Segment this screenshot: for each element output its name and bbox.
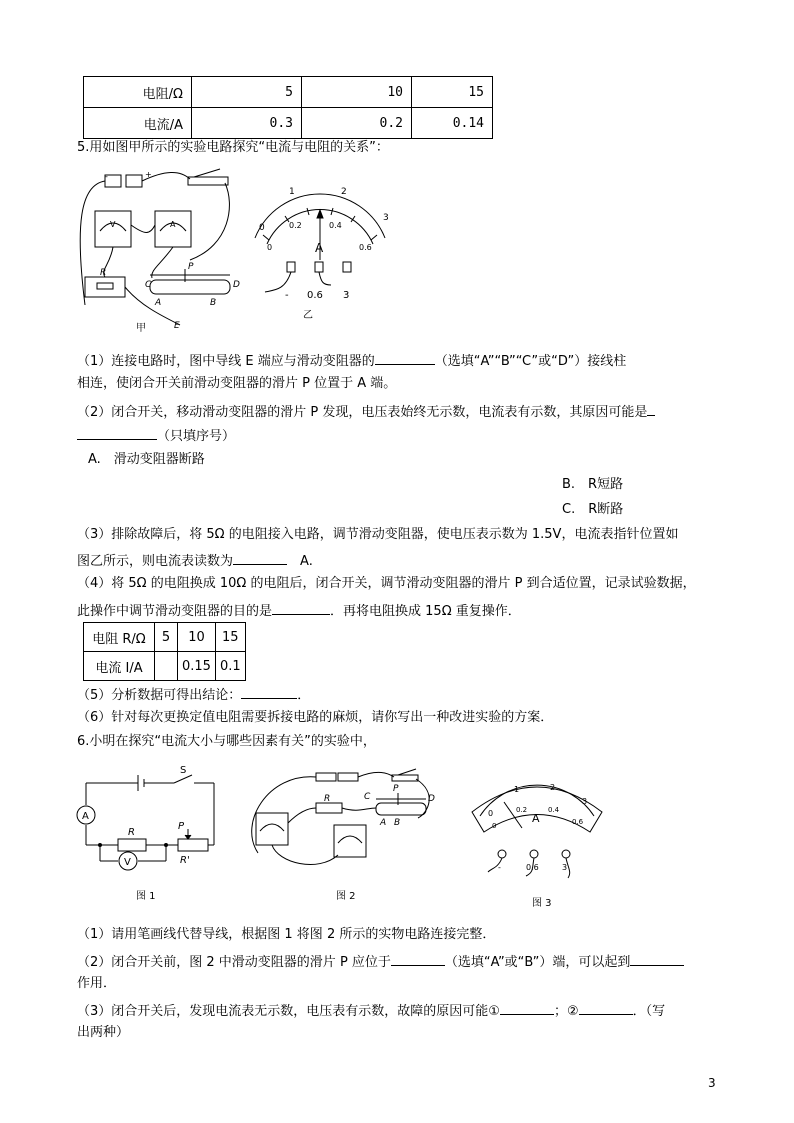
svg-text:3: 3 bbox=[343, 290, 350, 301]
table-cell: 电流/A bbox=[84, 108, 192, 139]
figure-caption-fig2: 图 2 bbox=[336, 891, 356, 902]
svg-text:S: S bbox=[180, 765, 187, 776]
circuit-diagram-fig1 bbox=[70, 763, 230, 908]
table-cell: 电流 I/A bbox=[84, 652, 155, 681]
svg-text:P: P bbox=[393, 784, 399, 794]
svg-text:0: 0 bbox=[488, 809, 494, 818]
answer-blank[interactable] bbox=[77, 425, 157, 440]
table-cell: 15 bbox=[412, 77, 493, 108]
svg-text:A: A bbox=[380, 818, 387, 828]
svg-text:2: 2 bbox=[341, 187, 347, 197]
svg-text:R: R bbox=[324, 794, 331, 804]
svg-text:B: B bbox=[394, 818, 401, 828]
q5-part5: （5）分析数据可得出结论： ． bbox=[77, 684, 310, 705]
q6-part2-cont: 作用． bbox=[77, 976, 117, 991]
page-number: 3 bbox=[708, 1076, 716, 1090]
svg-text:A: A bbox=[532, 812, 540, 825]
svg-text:B: B bbox=[210, 298, 217, 308]
table-cell bbox=[155, 652, 178, 681]
q6-part3-cont: 出两种） bbox=[77, 1025, 130, 1040]
table-cell: 电阻 R/Ω bbox=[84, 623, 155, 652]
svg-text:0.4: 0.4 bbox=[329, 221, 342, 230]
svg-text:C: C bbox=[145, 280, 152, 290]
answer-blank[interactable] bbox=[375, 350, 435, 365]
svg-text:R': R' bbox=[180, 855, 190, 866]
table-cell: 15 bbox=[215, 623, 245, 652]
svg-text:0.4: 0.4 bbox=[548, 806, 560, 814]
q5-part3-cont: 图乙所示，则电流表读数为 A. bbox=[77, 550, 313, 571]
svg-text:V: V bbox=[110, 220, 116, 229]
answer-blank[interactable] bbox=[630, 951, 684, 966]
table-row bbox=[84, 623, 246, 652]
question-6-title: 6.小明在探究“电流大小与哪些因素有关”的实验中， bbox=[77, 734, 376, 749]
figure-caption-yi: 乙 bbox=[303, 310, 313, 320]
svg-text:A: A bbox=[315, 241, 324, 255]
answer-blank[interactable] bbox=[272, 600, 330, 615]
ammeter-dial-yi bbox=[245, 180, 395, 320]
q5-part3: （3）排除故障后，将 5Ω 的电阻接入电路，调节滑动变阻器，使电压表示数为 1.5V，电流表指针位置如 bbox=[77, 527, 679, 542]
q5-part2-cont: （只填序号） bbox=[77, 425, 235, 446]
option-b: B. R短路 bbox=[562, 477, 624, 492]
table-cell: 5 bbox=[155, 623, 178, 652]
svg-text:0.2: 0.2 bbox=[289, 221, 302, 230]
table-cell: 10 bbox=[178, 623, 216, 652]
figure-caption-fig1: 图 1 bbox=[136, 891, 156, 902]
q5-part1: （1）连接电路时，图中导线 E 端应与滑动变阻器的 （选填“A”“B”“C”或“D”）接线柱 bbox=[77, 350, 626, 371]
q5-part4-cont: 此操作中调节滑动变阻器的目的是 ．再将电阻换成 15Ω 重复操作． bbox=[77, 600, 521, 621]
svg-text:+: + bbox=[145, 170, 152, 179]
answer-blank[interactable] bbox=[579, 1000, 633, 1015]
physical-circuit-fig2 bbox=[238, 763, 448, 908]
table-row bbox=[84, 108, 493, 139]
svg-text:-: - bbox=[285, 290, 289, 301]
svg-text:-: - bbox=[105, 172, 108, 181]
q5-part1-cont: 相连，使闭合开关前滑动变阻器的滑片 P 位置于 A 端。 bbox=[77, 376, 397, 391]
circuit-figure-jia bbox=[70, 165, 245, 335]
q6-part2: （2）闭合开关前，图 2 中滑动变阻器的滑片 P 应位于 （选填“A”或“B”）端，可以起到 bbox=[77, 951, 684, 972]
svg-text:A: A bbox=[82, 811, 89, 822]
q6-part3: （3）闭合开关后，发现电流表无示数，电压表有示数，故障的原因可能① ；② ．（写 bbox=[77, 1000, 665, 1021]
svg-text:P: P bbox=[188, 262, 194, 272]
svg-text:2: 2 bbox=[550, 783, 556, 792]
svg-text:A: A bbox=[170, 220, 176, 229]
q5-part2: （2）闭合开关，移动滑动变阻器的滑片 P 发现，电压表始终无示数，电流表有示数，其原因可能是 bbox=[77, 401, 655, 422]
svg-text:E: E bbox=[174, 321, 180, 331]
table-cell: 0.14 bbox=[412, 108, 493, 139]
svg-text:D: D bbox=[428, 794, 435, 804]
svg-text:0.6: 0.6 bbox=[307, 290, 323, 301]
svg-text:3: 3 bbox=[562, 863, 568, 872]
table-cell: 10 bbox=[302, 77, 412, 108]
svg-text:3: 3 bbox=[383, 213, 389, 223]
svg-text:1: 1 bbox=[514, 785, 520, 794]
svg-text:0.6: 0.6 bbox=[526, 863, 539, 872]
answer-blank[interactable] bbox=[500, 1000, 554, 1015]
resistance-current-table-1 bbox=[83, 76, 493, 139]
q5-part4: （4）将 5Ω 的电阻换成 10Ω 的电阻后，闭合开关，调节滑动变阻器的滑片 P 到合适位置，记录试验数据， bbox=[77, 576, 696, 591]
table-row bbox=[84, 652, 246, 681]
figure-caption-fig3: 图 3 bbox=[532, 898, 552, 909]
svg-text:C: C bbox=[364, 792, 371, 802]
svg-text:V: V bbox=[124, 857, 131, 868]
ammeter-dial-fig3 bbox=[462, 772, 612, 912]
resistance-current-table-2 bbox=[83, 622, 246, 681]
svg-text:3: 3 bbox=[582, 797, 588, 806]
svg-text:0.2: 0.2 bbox=[516, 806, 528, 814]
answer-blank[interactable] bbox=[391, 951, 445, 966]
answer-blank[interactable] bbox=[647, 401, 655, 416]
table-row bbox=[84, 77, 493, 108]
q6-part1: （1）请用笔画线代替导线，根据图 1 将图 2 所示的实物电路连接完整． bbox=[77, 927, 496, 942]
table-cell: 0.15 bbox=[178, 652, 216, 681]
table-cell: 0.1 bbox=[215, 652, 245, 681]
svg-text:0.6: 0.6 bbox=[572, 818, 584, 826]
svg-text:R: R bbox=[100, 268, 107, 278]
svg-text:A: A bbox=[155, 298, 162, 308]
svg-text:1: 1 bbox=[289, 187, 295, 197]
q5-part6: （6）针对每次更换定值电阻需要拆接电路的麻烦，请你写出一种改进实验的方案． bbox=[77, 710, 554, 725]
option-c: C. R断路 bbox=[562, 502, 624, 517]
table-cell: 5 bbox=[192, 77, 302, 108]
svg-text:P: P bbox=[178, 821, 185, 832]
svg-text:R: R bbox=[128, 827, 135, 838]
figure-caption-jia: 甲 bbox=[136, 323, 146, 334]
question-5-title: 5.用如图甲所示的实验电路探究“电流与电阻的关系”： bbox=[77, 140, 389, 155]
answer-blank[interactable] bbox=[241, 684, 297, 699]
svg-text:0: 0 bbox=[267, 243, 273, 252]
svg-text:0.6: 0.6 bbox=[359, 243, 372, 252]
answer-blank[interactable] bbox=[233, 550, 287, 565]
svg-text:0: 0 bbox=[259, 223, 265, 233]
svg-text:-: - bbox=[498, 863, 501, 872]
table-cell: 电阻/Ω bbox=[84, 77, 192, 108]
table-cell: 0.2 bbox=[302, 108, 412, 139]
svg-text:D: D bbox=[233, 280, 240, 290]
table-cell: 0.3 bbox=[192, 108, 302, 139]
svg-text:0: 0 bbox=[492, 822, 497, 830]
option-a: A. 滑动变阻器断路 bbox=[88, 452, 205, 467]
